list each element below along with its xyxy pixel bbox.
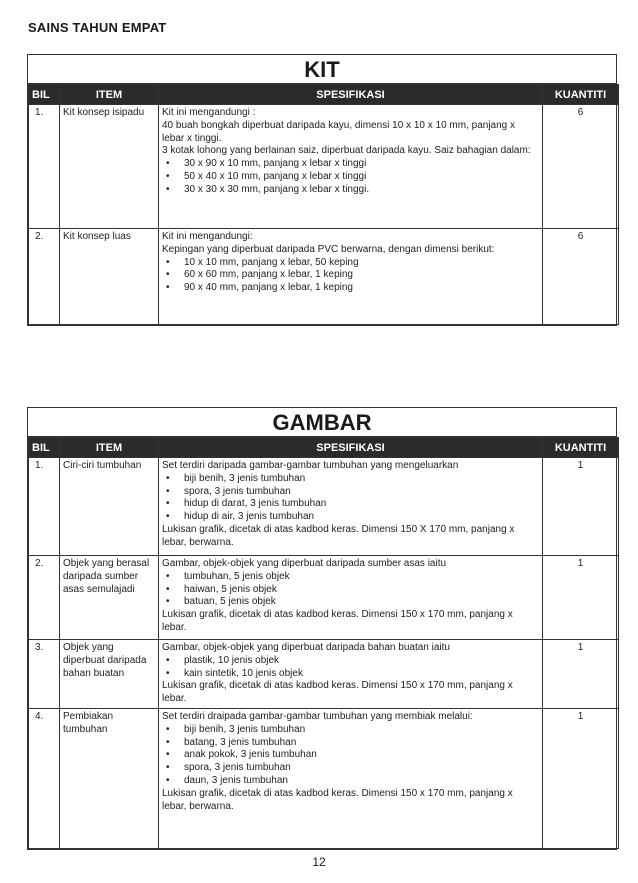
gambar-table-body bbox=[29, 458, 619, 849]
spec-bullet-list bbox=[162, 655, 539, 681]
spec-bullet: • hidup di air, 3 jenis tumbuhan bbox=[162, 511, 539, 524]
table-row bbox=[29, 556, 619, 640]
spec-cell bbox=[159, 640, 543, 709]
table-row bbox=[29, 708, 619, 848]
spec-line: Gambar, objek-objek yang diperbuat daripada sumber asas iaitu bbox=[162, 558, 447, 569]
spec-note: Lukisan grafik, dicetak di atas kadbod keras. Dimensi 150 X 170 mm, panjang x lebar, berwarna. bbox=[162, 523, 515, 548]
item-name: Kit konsep isipadu bbox=[60, 105, 159, 229]
spec-note: Lukisan grafik, dicetak di atas kadbod keras. Dimensi 150 x 170 mm, panjang x lebar. bbox=[162, 680, 513, 705]
kit-table-body bbox=[29, 105, 619, 325]
spec-bullet: • kain sintetik, 10 jenis objek bbox=[162, 668, 539, 681]
col-item-header: ITEM bbox=[60, 438, 159, 458]
table-row bbox=[29, 229, 619, 325]
quantity: 1 bbox=[543, 458, 619, 556]
spec-bullet: • 30 x 30 x 30 mm, panjang x lebar x tinggi. bbox=[162, 184, 539, 197]
item-name: Kit konsep luas bbox=[60, 229, 159, 325]
row-number: 2. bbox=[29, 229, 60, 325]
col-spec-header: SPESIFIKASI bbox=[159, 438, 543, 458]
gambar-table bbox=[28, 437, 619, 849]
item-name: Objek yang diperbuat daripada bahan buatan bbox=[60, 640, 159, 709]
spec-bullet-list bbox=[162, 473, 539, 524]
col-qty-header: KUANTITI bbox=[543, 85, 619, 105]
row-number: 4. bbox=[29, 708, 60, 848]
item-name: Objek yang berasal daripada sumber asas semulajadi bbox=[60, 556, 159, 640]
spec-note: Lukisan grafik, dicetak di atas kadbod keras. Dimensi 150 x 170 mm, panjang x lebar. bbox=[162, 609, 513, 633]
col-spec-header: SPESIFIKASI bbox=[159, 85, 543, 105]
row-number: 2. bbox=[29, 556, 60, 640]
gambar-title: GAMBAR bbox=[28, 408, 616, 437]
table-row bbox=[29, 458, 619, 556]
spec-line: Kit ini mengandungi : bbox=[162, 107, 256, 118]
row-number: 3. bbox=[29, 640, 60, 709]
spec-line: Gambar, objek-objek yang diperbuat daripada bahan buatan iaitu bbox=[162, 642, 450, 653]
row-number: 1. bbox=[29, 458, 60, 556]
spec-bullet: • batuan, 5 jenis objek bbox=[162, 596, 539, 609]
spec-line: Kepingan yang diperbuat daripada PVC berwarna, dengan dimensi berikut: bbox=[162, 243, 495, 255]
spec-note: Lukisan grafik, dicetak di atas kadbod keras. Dimensi 150 x 170 mm, panjang x lebar, berwarna. bbox=[162, 787, 513, 812]
spec-bullet: • 30 x 90 x 10 mm, panjang x lebar x tinggi bbox=[162, 158, 539, 171]
spec-cell bbox=[159, 229, 543, 325]
spec-bullet: • spora, 3 jenis tumbuhan bbox=[162, 486, 539, 499]
gambar-section bbox=[27, 407, 617, 850]
spec-bullet: • 10 x 10 mm, panjang x lebar, 50 keping bbox=[162, 257, 539, 270]
spec-cell bbox=[159, 556, 543, 640]
page-header: SAINS TAHUN EMPAT bbox=[28, 20, 167, 35]
spec-bullet: • batang, 3 jenis tumbuhan bbox=[162, 737, 539, 750]
table-row bbox=[29, 640, 619, 709]
spec-line: Kit ini mengandungi: bbox=[162, 231, 253, 242]
spec-bullet-list bbox=[162, 158, 539, 196]
spec-bullet: • 90 x 40 mm, panjang x lebar, 1 keping bbox=[162, 282, 539, 295]
spec-bullet-list bbox=[162, 257, 539, 295]
quantity: 1 bbox=[543, 640, 619, 709]
spec-cell bbox=[159, 708, 543, 848]
spec-line: 3 kotak lohong yang berlainan saiz, diperbuat daripada kayu. Saiz bahagian dalam: bbox=[162, 145, 531, 157]
gambar-header-row bbox=[29, 438, 619, 458]
spec-bullet: • spora, 3 jenis tumbuhan bbox=[162, 762, 539, 775]
quantity: 1 bbox=[543, 708, 619, 848]
kit-section bbox=[27, 54, 617, 326]
item-name: Pembiakan tumbuhan bbox=[60, 708, 159, 848]
kit-title: KIT bbox=[28, 55, 616, 84]
row-number: 1. bbox=[29, 105, 60, 229]
col-bil-header: BIL bbox=[29, 438, 60, 458]
spec-bullet: • biji benih, 3 jenis tumbuhan bbox=[162, 473, 539, 486]
spec-line: Set terdiri draipada gambar-gambar tumbuhan yang membiak melalui: bbox=[162, 710, 473, 722]
col-qty-header: KUANTITI bbox=[543, 438, 619, 458]
quantity: 6 bbox=[543, 105, 619, 229]
spec-bullet: • biji benih, 3 jenis tumbuhan bbox=[162, 724, 539, 737]
quantity: 1 bbox=[543, 556, 619, 640]
kit-table bbox=[28, 84, 619, 325]
spec-bullet: • haiwan, 5 jenis objek bbox=[162, 584, 539, 597]
spec-bullet-list bbox=[162, 724, 539, 788]
table-row bbox=[29, 105, 619, 229]
col-item-header: ITEM bbox=[60, 85, 159, 105]
spec-bullet: • tumbuhan, 5 jenis objek bbox=[162, 571, 539, 584]
spec-line: 40 buah bongkah diperbuat daripada kayu, dimensi 10 x 10 x 10 mm, panjang x lebar x tinggi. bbox=[162, 119, 516, 144]
spec-bullet: • daun, 3 jenis tumbuhan bbox=[162, 775, 539, 788]
spec-bullet-list bbox=[162, 571, 539, 609]
spec-line: Set terdiri daripada gambar-gambar tumbuhan yang mengeluarkan bbox=[162, 460, 459, 471]
spec-bullet: • 50 x 40 x 10 mm, panjang x lebar x tinggi bbox=[162, 171, 539, 184]
item-name: Ciri-ciri tumbuhan bbox=[60, 458, 159, 556]
spec-cell bbox=[159, 458, 543, 556]
page-number: 12 bbox=[312, 855, 326, 869]
spec-bullet: • 60 x 60 mm, panjang x lebar, 1 keping bbox=[162, 269, 539, 282]
spec-bullet: • anak pokok, 3 jenis tumbuhan bbox=[162, 749, 539, 762]
spec-bullet: • hidup di darat, 3 jenis tumbuhan bbox=[162, 498, 539, 511]
col-bil-header: BIL bbox=[29, 85, 60, 105]
quantity: 6 bbox=[543, 229, 619, 325]
kit-header-row bbox=[29, 85, 619, 105]
spec-bullet: • plastik, 10 jenis objek bbox=[162, 655, 539, 668]
spec-cell bbox=[159, 105, 543, 229]
